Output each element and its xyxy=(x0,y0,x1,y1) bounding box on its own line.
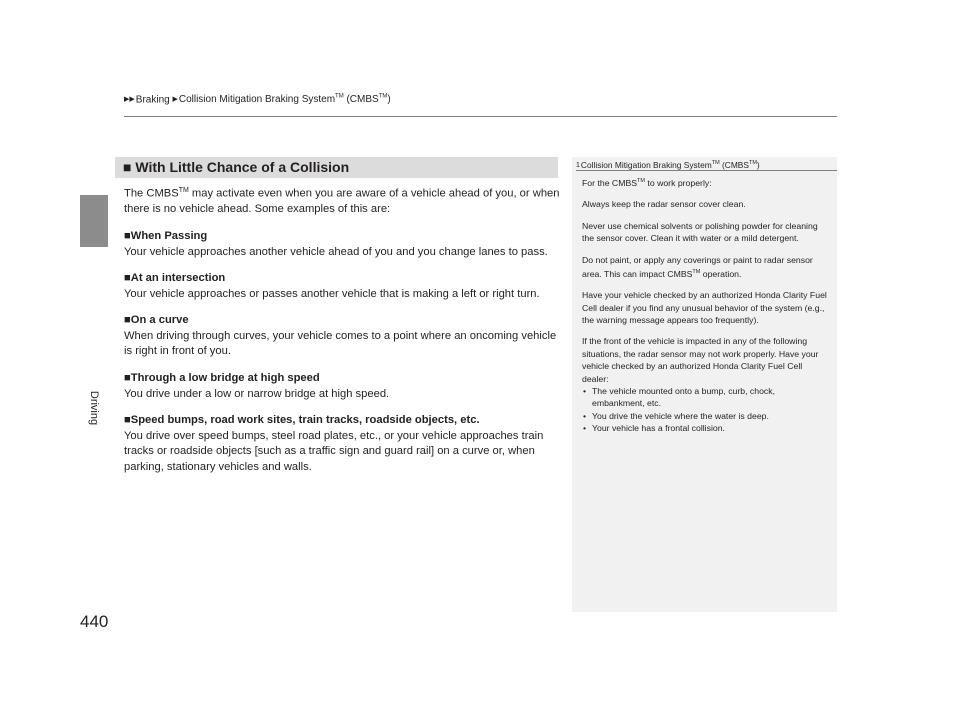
breadcrumb-arrow-icon: ▶▶ xyxy=(124,96,135,104)
list-item: • Your vehicle has a frontal collision. xyxy=(582,422,830,434)
example-heading: ■On a curve xyxy=(124,314,189,327)
example-heading: ■When Passing xyxy=(124,229,208,242)
chapter-tab-marker xyxy=(80,195,108,247)
sidebar-paragraph: For the CMBS™ to work properly: xyxy=(582,177,712,188)
sidebar-paragraph: Always keep the radar sensor cover clean. xyxy=(582,199,746,210)
sidebar-note-title: 1Collision Mitigation Braking System™ (CMBS™) xyxy=(576,159,760,170)
breadcrumb-level-2: Collision Mitigation Braking System™ (CMBS™) xyxy=(178,94,391,106)
list-item: • The vehicle mounted onto a bump, curb, chock, embankment, etc. xyxy=(582,385,830,410)
list-item: • You drive the vehicle where the water is deep. xyxy=(582,410,830,422)
header-rule xyxy=(124,116,837,117)
example-text: Your vehicle approaches or passes another vehicle that is making a left or right turn. xyxy=(124,287,540,300)
example-text: You drive over speed bumps, steel road plates, etc., or your vehicle approaches train tracks or roadside objects [such as a traffic sign and guard rail] on a curve or, when parking, stationary vehicles and walls. xyxy=(124,429,544,474)
page-number: 440 xyxy=(80,612,109,631)
square-bullet-icon: ■ xyxy=(123,159,132,175)
sidebar-paragraph: If the front of the vehicle is impacted in any of the following situations, the radar sensor may not work properly. Have your vehicle checked by an authorized Honda Clarity Fuel Cell dealer: xyxy=(582,336,819,384)
example-text: You drive under a low or narrow bridge at high speed. xyxy=(124,387,390,400)
reference-number: 1 xyxy=(576,161,580,169)
main-content xyxy=(124,183,564,476)
section-heading xyxy=(115,157,558,178)
square-bullet-icon: ■ xyxy=(124,314,131,327)
breadcrumb-level-1: Braking xyxy=(135,94,170,106)
section-title: With Little Chance of a Collision xyxy=(135,159,350,175)
sidebar-rule xyxy=(576,170,837,171)
example-heading: ■At an intersection xyxy=(124,272,226,285)
square-bullet-icon: ■ xyxy=(124,229,131,242)
sidebar-paragraph: Never use chemical solvents or polishing powder for cleaning the sensor cover. Clean it with water or a mild detergent. xyxy=(582,220,818,244)
chapter-label: Driving xyxy=(88,390,100,426)
example-heading: ■Through a low bridge at high speed xyxy=(124,372,320,385)
sidebar-bullet-list xyxy=(582,385,830,435)
sidebar-paragraph: Have your vehicle checked by an authorized Honda Clarity Fuel Cell dealer if you find any unusual behavior of the system (e.g., the warning message appears too frequently). xyxy=(582,290,827,326)
square-bullet-icon: ■ xyxy=(124,414,131,427)
sidebar-note-body xyxy=(582,175,830,435)
example-text: Your vehicle approaches another vehicle ahead of you and you change lanes to pass. xyxy=(124,245,548,258)
breadcrumb-arrow-icon: ▶ xyxy=(172,96,178,104)
sidebar-paragraph: Do not paint, or apply any coverings or paint to radar sensor area. This can impact CMBS™ operation. xyxy=(582,254,813,279)
breadcrumb xyxy=(124,94,391,105)
square-bullet-icon: ■ xyxy=(124,272,131,285)
intro-paragraph: The CMBS™ may activate even when you are aware of a vehicle ahead of you, or when there is no vehicle ahead. Some examples of this are: xyxy=(124,187,560,216)
square-bullet-icon: ■ xyxy=(124,372,131,385)
example-heading: ■Speed bumps, road work sites, train tracks, roadside objects, etc. xyxy=(124,414,480,427)
example-text: When driving through curves, your vehicle comes to a point where an oncoming vehicle is right in front of you. xyxy=(124,329,557,358)
